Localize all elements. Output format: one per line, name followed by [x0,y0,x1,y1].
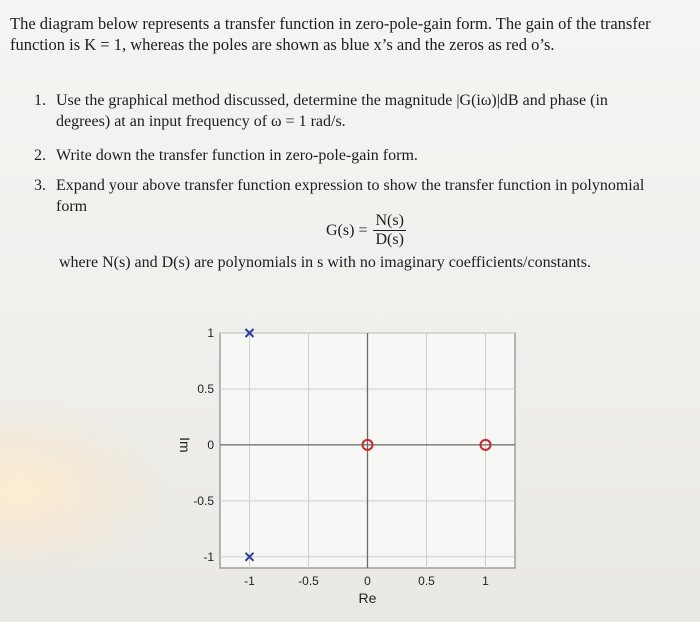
x-axis-label: Re [358,590,377,606]
y-tick-label: 1 [207,326,214,340]
equation-lhs: G(s) = [326,221,368,239]
y-tick-label: 0 [207,437,214,452]
question-1-line-2: degrees) at an input frequency of ω = 1 rad/s. [56,113,346,130]
equation-denominator: D(s) [375,231,404,248]
x-tick-label: 1 [482,574,489,588]
question-2-line-1: Write down the transfer function in zero-pole-gain form. [56,147,418,164]
y-axis-label: Im [177,437,193,453]
intro-line-2: function is K = 1, whereas the poles are shown as blue x’s and the zeros as red o’s. [10,35,555,54]
x-tick-label: -1 [244,574,255,588]
question-number: 3. [34,177,46,194]
x-tick-label: -0.5 [298,574,319,588]
question-3-line-1: Expand your above transfer function expression to show the transfer function in polynomial [56,177,645,194]
where-statement: where N(s) and D(s) are polynomials in s with no imaginary coefficients/constants. [59,254,592,271]
question-1-line-1: Use the graphical method discussed, determine the magnitude |G(iω)|dB and phase (in [56,92,608,109]
x-tick-label: 0.5 [418,574,435,588]
y-tick-label: 0.5 [197,381,214,396]
y-tick-label: -0.5 [193,493,214,508]
question-3-line-2: form [56,198,88,215]
equation-numerator: N(s) [375,212,404,229]
intro-line-1: The diagram below represents a transfer function in zero-pole-gain form. The gain of the transfer [10,14,651,33]
y-tick-label: -1 [203,549,214,564]
question-number: 2. [34,147,46,164]
x-tick-label: 0 [364,574,371,588]
question-number: 1. [34,92,46,109]
